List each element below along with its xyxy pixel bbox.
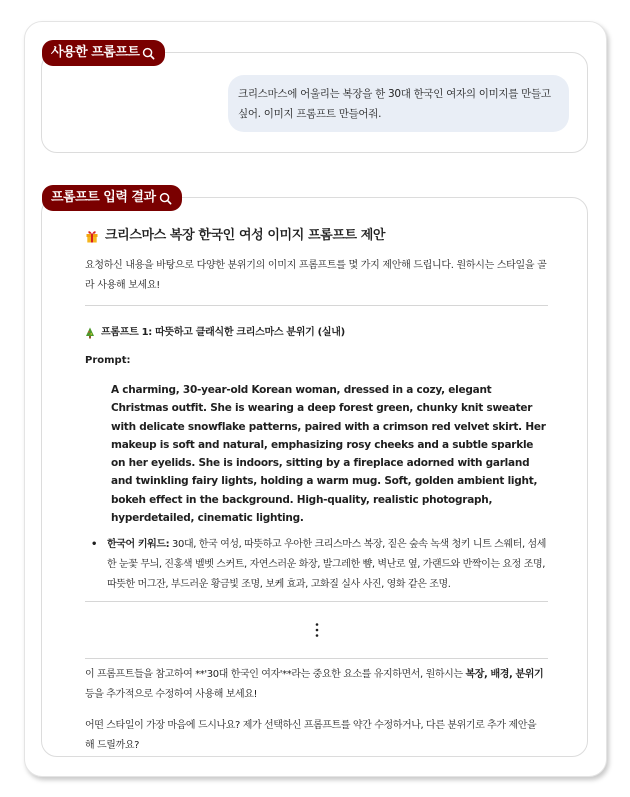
gift-icon	[85, 229, 99, 243]
prompt-label: Prompt:	[85, 355, 131, 366]
keyword-list-item	[85, 535, 548, 595]
keyword-label: 한국어 키워드:	[107, 539, 170, 551]
user-prompt-label-text: 사용한 프롬프트	[51, 45, 140, 60]
keyword-text: 30대, 한국 여성, 따뜻하고 우아한 크리스마스 복장, 짙은 숲속 녹색 청키 니트 스웨터, 섬세한 눈꽃 무늬, 진홍색 벨벳 스커트, 자연스러운 화장, 발그레한 뺨, 벽난로 옆, 가랜드와 반짝이는 요정 조명, 따뜻한 머그잔, 부드러운 황금빛 조명, 보케 효과, 고화질 실사 사진, 영화 같은 조명.	[107, 539, 547, 591]
closing-paragraph-1	[85, 665, 548, 705]
user-message-bubble	[228, 75, 569, 132]
closing1-bold: 복장, 배경, 분위기	[465, 669, 544, 681]
divider	[85, 305, 548, 306]
intro-text: 요청하신 내용을 바탕으로 다양한 분위기의 이미지 프롬프트를 몇 가지 제안해 드립니다. 원하시는 스타일을 골라 사용해 보세요!	[85, 260, 547, 291]
search-icon	[159, 192, 172, 205]
more-options-button[interactable]	[85, 602, 548, 658]
user-message-text: 크리스마스에 어울리는 복장을 한 30대 한국인 여자의 이미지를 만들고 싶어. 이미지 프롬프트 만들어줘.	[238, 88, 551, 120]
result-label-text: 프롬프트 입력 결과	[51, 190, 156, 205]
result-label	[42, 185, 182, 211]
user-prompt-label	[42, 40, 165, 66]
closing1-text: 이 프롬프트들을 참고하여 **'30대 한국인 여자'**라는 중요한 요소를 유지하면서, 원하시는	[85, 669, 466, 681]
bullet: •	[91, 539, 97, 551]
result-title-text: 크리스마스 복장 한국인 여성 이미지 프롬프트 제안	[105, 228, 386, 243]
divider	[85, 658, 548, 659]
christmas-tree-icon	[85, 327, 95, 339]
search-icon	[142, 47, 155, 60]
result-content	[85, 225, 548, 756]
prompt1-heading	[85, 324, 548, 342]
closing1-post: 등을 추가적으로 수정하여 사용해 보세요!	[85, 689, 258, 701]
result-title	[85, 225, 548, 247]
vertical-ellipsis-icon	[314, 622, 320, 638]
prompt1-heading-text: 프롬프트 1: 따뜻하고 클래식한 크리스마스 분위기 (실내)	[101, 327, 345, 338]
closing-paragraph-2: 어떤 스타일이 가장 마음에 드시나요? 제가 선택하신 프롬프트를 약간 수정하거나, 다른 분위기로 추가 제안을 해 드릴까요?	[85, 720, 537, 752]
prompt-text: A charming, 30-year-old Korean woman, dressed in a cozy, elegant Christmas outfit. She is wearing a deep forest green, chunky knit sweater with delicate snowflake patterns, paired with a crimson red velvet skirt. Her makeup is soft and natural, emphasizing rosy cheeks and a subtle sparkle on her eyelids. She is indoors, sitting by a fireplace adorned with garland and twinkling fairy lights, holding a warm mug. Soft, golden ambient light, bokeh effect in the background. High-quality, realistic photograph, hyperdetailed, cinematic lighting.	[111, 384, 546, 525]
